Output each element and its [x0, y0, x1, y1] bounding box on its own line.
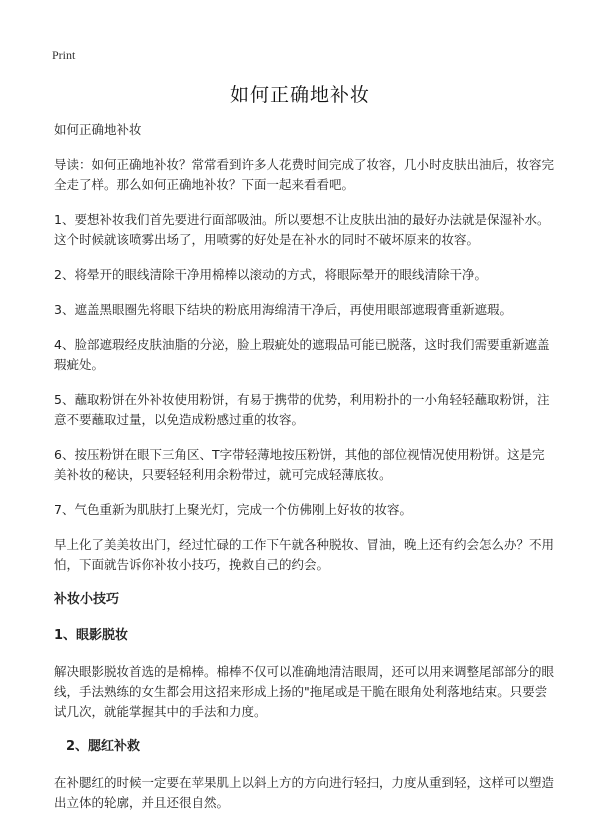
tip1-paragraph: 解决眼影脱妆首选的是棉棒。棉棒不仅可以准确地清洁眼周，还可以用来调整尾部部分的眼线，手法熟练的女生都会用这招来形成上扬的"拖尾或是干脆在眼角处利落地结束。只要尝试几次，就能掌握其中的手法和力度。 — [54, 664, 555, 719]
step-paragraph: 1、要想补妆我们首先要进行面部吸油。所以要想不让皮肤出油的最好办法就是保湿补水。这个时候就该喷雾出场了，用喷雾的好处是在补水的同时不破坏原来的妆容。 — [54, 212, 550, 247]
step-paragraph: 7、气色重新为肌肤打上聚光灯，完成一个仿佛刚上好妆的妆容。 — [54, 502, 412, 517]
step-paragraph: 5、蘸取粉饼在外补妆使用粉饼，有易于携带的优势，利用粉扑的一小角轻轻蘸取粉饼，注意不要蘸取过量，以免造成粉感过重的妆容。 — [54, 392, 550, 427]
step-paragraph: 2、将晕开的眼线清除干净用棉棒以滚动的方式，将眼际晕开的眼线清除干净。 — [54, 267, 487, 282]
tip2-paragraph: 在补腮红的时候一定要在苹果肌上以斜上方的方向进行轻扫，力度从重到轻，这样可以塑造出立体的轮廓，并且还很自然。 — [54, 775, 555, 810]
tip1-heading: 1、眼影脱妆 — [54, 628, 129, 643]
step-paragraph: 4、脸部遮瑕经皮肤油脂的分泌，脸上瑕疵处的遮瑕品可能已脱落，这时我们需要重新遮盖瑕疵处。 — [54, 337, 550, 372]
article-body — [54, 120, 554, 828]
tip2-heading: 2、腮红补救 — [66, 739, 141, 754]
article-subtitle: 如何正确地补妆 — [54, 122, 142, 137]
step-paragraph: 6、按压粉饼在眼下三角区、T字带轻薄地按压粉饼，其他的部位视情况使用粉饼。这是完美补妆的秘诀，只要轻轻利用余粉带过，就可完成轻薄底妆。 — [54, 447, 545, 482]
intro-paragraph: 导读：如何正确地补妆？常常看到许多人花费时间完成了妆容，几小时皮肤出油后，妆容完全走了样。那么如何正确地补妆？下面一起来看看吧。 — [54, 157, 555, 192]
page-title: 如何正确地补妆 — [229, 84, 370, 106]
tips-heading: 补妆小技巧 — [54, 592, 120, 607]
print-label: Print — [52, 48, 76, 62]
step-paragraph: 3、遮盖黑眼圈先将眼下结块的粉底用海绵清干净后，再使用眼部遮瑕膏重新遮瑕。 — [54, 302, 512, 317]
transition-paragraph: 早上化了美美妆出门，经过忙碌的工作下午就各种脱妆、冒油，晚上还有约会怎么办？不用怕，下面就告诉你补妆小技巧，挽救自己的约会。 — [54, 537, 555, 572]
